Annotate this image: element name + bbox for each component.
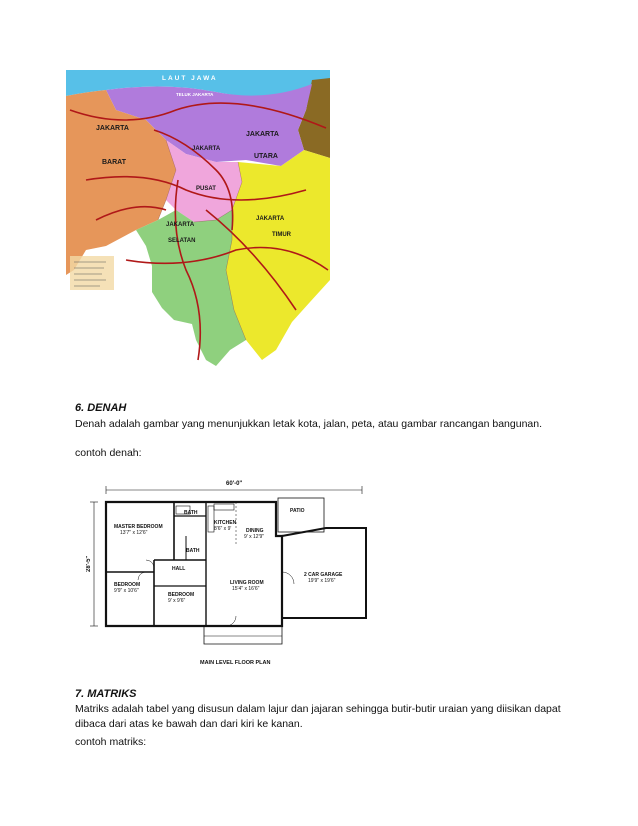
map-label-sea: LAUT JAWA [162, 75, 218, 82]
room-bedroom-2-name: BEDROOM [168, 592, 195, 598]
map-label-timur-2: TIMUR [272, 232, 291, 238]
room-dining-size: 9' x 12'9" [244, 534, 265, 540]
section-7-example-label: contoh matriks: [75, 736, 147, 748]
map-label-utara-2: UTARA [254, 153, 278, 160]
house-outline [106, 502, 282, 626]
jakarta-map-image [66, 70, 330, 388]
room-bath-1: BATH [184, 510, 198, 516]
room-bedroom-2-size: 9' x 9'6" [168, 598, 186, 604]
room-patio: PATIO [290, 508, 305, 514]
room-living-size: 15'4" x 16'6" [232, 586, 260, 592]
map-label-timur-1: JAKARTA [256, 216, 285, 222]
room-garage-size: 19'9" x 19'6" [308, 578, 336, 584]
floor-plan-image [86, 476, 368, 668]
section-7-body-line-1: Matriks adalah tabel yang disusun dalam lajur dan jajaran sehingga butir-butir uraian yang diisikan dapat [75, 703, 561, 715]
room-kitchen-name: KITCHEN [214, 520, 237, 526]
floor-plan-caption: MAIN LEVEL FLOOR PLAN [200, 660, 271, 666]
section-6-body: Denah adalah gambar yang menunjukkan letak kota, jalan, peta, atau gambar rancangan bangunan. [75, 418, 542, 430]
section-7-heading: 7. MATRIKS [75, 688, 137, 700]
width-dimension: 60'-0" [226, 481, 243, 487]
room-dining-name: DINING [246, 528, 264, 534]
map-label-pusat-1: JAKARTA [192, 146, 221, 152]
section-7-body-line-2: dibaca dari atas ke bawah dan dari kiri ke kanan. [75, 718, 303, 730]
patio-outline [278, 498, 324, 532]
floor-plan-graphic [86, 476, 368, 668]
room-master-size: 13'7" x 12'6" [120, 530, 148, 536]
map-label-utara-1: JAKARTA [246, 131, 279, 138]
jakarta-map-graphic [66, 70, 330, 388]
map-label-barat-2: BARAT [102, 159, 126, 166]
depth-dimension: 28'-5" [86, 555, 92, 572]
map-label-pusat-2: PUSAT [196, 186, 216, 192]
section-6-example-label: contoh denah: [75, 447, 142, 459]
room-bedroom-1-name: BEDROOM [114, 582, 141, 588]
section-6-heading: 6. DENAH [75, 402, 127, 414]
map-legend [70, 256, 114, 290]
room-bedroom-1-size: 9'9" x 10'6" [114, 588, 139, 594]
map-label-selatan-1: JAKARTA [166, 222, 195, 228]
map-label-selatan-2: SELATAN [168, 238, 196, 244]
room-kitchen-size: 8'6" x 9' [214, 526, 232, 532]
map-label-barat-1: JAKARTA [96, 125, 129, 132]
room-living-name: LIVING ROOM [230, 580, 264, 586]
room-hall: HALL [172, 566, 186, 572]
room-bath-2: BATH [186, 548, 200, 554]
room-master-name: MASTER BEDROOM [114, 524, 163, 530]
room-garage-name: 2 CAR GARAGE [304, 572, 343, 578]
map-label-bay: TELUK JAKARTA [176, 92, 214, 97]
entry-porch [204, 626, 282, 644]
